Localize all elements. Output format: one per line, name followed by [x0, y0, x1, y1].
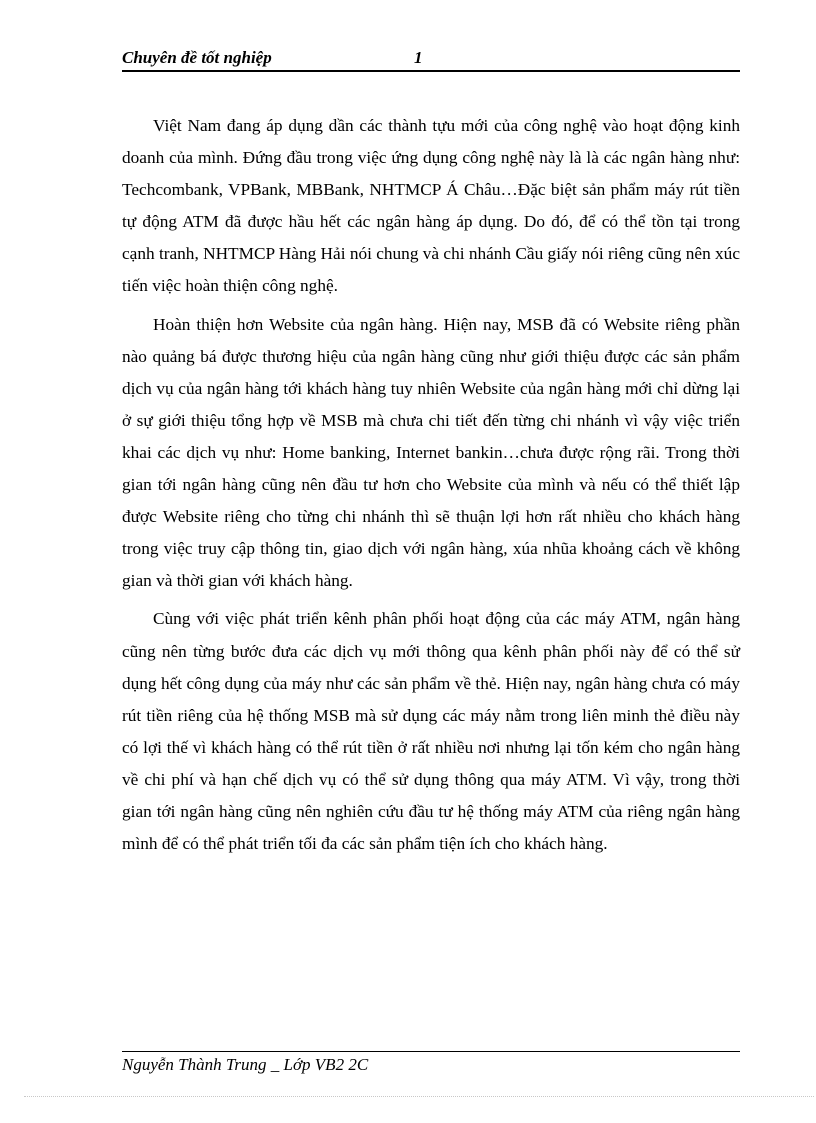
paragraph-atm: Cùng với việc phát triển kênh phân phối hoạt động của các máy ATM, ngân hàng cũng nên từng bước đưa các dịch vụ mới thông qua kênh phân phối này để có thể sử dụng hết công dụng của máy như các sản phẩm về thẻ. Hiện nay, ngân hàng chưa có máy rút tiền riêng của hệ thống MSB mà sử dụng các máy nằm trong liên minh thẻ điều này có lợi thế vì khách hàng có thể rút tiền ở rất nhiều nơi nhưng lại tốn kém cho ngân hàng về chi phí và hạn chế dịch vụ có thể sử dụng thông qua máy ATM. Vì vậy, trong thời gian tới ngân hàng cũng nên nghiên cứu đầu tư hệ thống máy ATM của riêng ngân hàng mình để có thể phát triển tối đa các sản phẩm tiện ích cho khách hàng.	[122, 609, 740, 854]
paragraph-website: Hoàn thiện hơn Website của ngân hàng. Hiện nay, MSB đã có Website riêng phần nào quảng bá được thương hiệu của ngân hàng cũng như giới thiệu được các sản phẩm dịch vụ của ngân hàng tới khách hàng tuy nhiên Website của ngân hàng mới chỉ dừng lại ở sự giới thiệu tổng hợp về MSB mà chưa chi tiết đến từng chi nhánh vì vậy việc triển khai các dịch vụ như: Home banking, Internet bankin…chưa được rộng rãi. Trong thời gian tới ngân hàng cũng nên đầu tư hơn cho Website của mình và nếu có thể thiết lập được Website riêng cho từng chi nhánh thì sẽ thuận lợi hơn rất nhiều cho khách hàng trong việc truy cập thông tin, giao dịch với ngân hàng, xúa nhũa khoảng cách về không gian và thời gian với khách hàng.	[122, 314, 740, 591]
page-edge-divider	[24, 1096, 814, 1097]
header-title: Chuyên đề tốt nghiệp	[122, 48, 272, 67]
page-header	[122, 46, 740, 72]
body-text	[122, 110, 740, 866]
page-footer	[122, 1051, 740, 1075]
footer-author: Nguyễn Thành Trung _ Lớp VB2 2C	[122, 1055, 369, 1074]
page-number: 1	[414, 48, 423, 67]
paragraph-technology: Việt Nam đang áp dụng dần các thành tựu mới của công nghệ vào hoạt động kinh doanh của mình. Đứng đầu trong việc ứng dụng công nghệ này là là các ngân hàng như: Techcombank, VPBank, MBBank, NHTMCP Á Châu…Đặc biệt sản phẩm máy rút tiền tự động ATM đã được hầu hết các ngân hàng áp dụng. Do đó, để có thể tồn tại trong cạnh tranh, NHTMCP Hàng Hải nói chung và chi nhánh Cầu giấy nói riêng cũng nên xúc tiến việc hoàn thiện công nghệ.	[122, 116, 740, 296]
